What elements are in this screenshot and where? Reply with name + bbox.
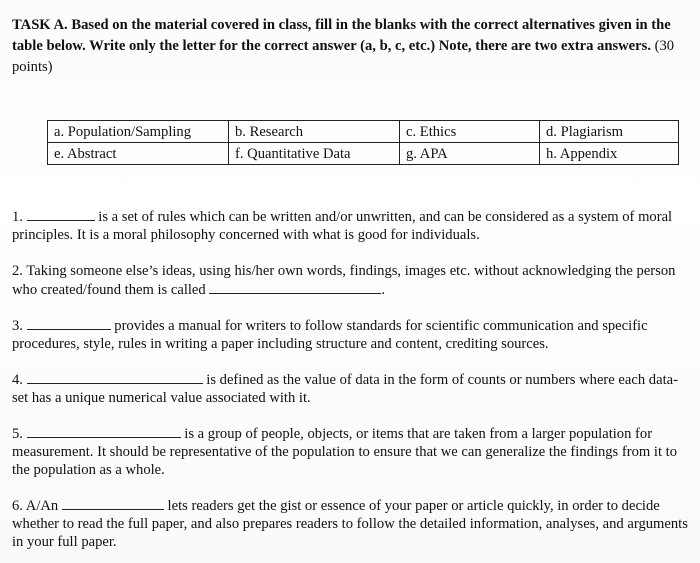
question-text: is a set of rules which can be written and/or unwritten, and can be considered as a system of moral principles. It is a moral philosophy concerned with what is good for individuals. <box>12 209 673 243</box>
question-text: lets readers get the gist or essence of your paper or article quickly, in order to decide whether to read the full paper, and also prepares readers to follow the detailed information, analyses, and arguments in your full paper. <box>12 498 688 550</box>
option-cell: h. Appendix <box>540 143 679 165</box>
question-3 <box>12 316 692 353</box>
option-cell: g. APA <box>400 143 540 165</box>
question-number: 3. <box>12 318 23 334</box>
answer-blank[interactable] <box>27 316 111 330</box>
question-text: is defined as the value of data in the form of counts or numbers where each data-set has a unique numerical value associated with it. <box>12 372 678 406</box>
options-row <box>48 143 679 165</box>
question-4 <box>12 370 692 407</box>
question-number: 5. <box>12 426 23 442</box>
answer-blank[interactable] <box>62 496 164 510</box>
question-text: is a group of people, objects, or items that are taken from a larger population for measurement. It should be representative of the population to ensure that we can generalize the findings from it to the population as a whole. <box>12 426 678 478</box>
option-cell: b. Research <box>229 121 400 143</box>
answer-blank[interactable] <box>209 280 381 294</box>
question-number: 1. <box>12 209 23 225</box>
option-cell: a. Population/Sampling <box>48 121 229 143</box>
task-instructions <box>12 15 688 78</box>
task-instruction: Based on the material covered in class, fill in the blanks with the correct alternatives given in the table below. Write only the letter for the correct answer (a, b, c, etc.) Note, there are two extra answers. <box>12 17 671 54</box>
task-points: (30 points) <box>12 38 675 75</box>
question-number: 6. <box>12 498 23 514</box>
task-label: TASK A. <box>12 17 68 33</box>
option-cell: f. Quantitative Data <box>229 143 400 165</box>
question-2 <box>12 262 692 299</box>
option-cell: e. Abstract <box>48 143 229 165</box>
option-cell: d. Plagiarism <box>540 121 679 143</box>
question-6 <box>12 496 692 551</box>
question-5 <box>12 424 692 479</box>
question-text-lead: A/An <box>25 498 59 514</box>
option-cell: c. Ethics <box>400 121 540 143</box>
options-row <box>48 121 679 143</box>
question-end: . <box>381 282 386 298</box>
answer-blank[interactable] <box>27 207 95 221</box>
answer-options-table <box>47 120 679 165</box>
question-number: 4. <box>12 372 23 388</box>
question-number: 2. <box>12 263 23 279</box>
answer-blank[interactable] <box>27 370 203 384</box>
question-text: Taking someone else’s ideas, using his/her own words, findings, images etc. without acknowledging the person who created/found them is called <box>12 263 676 298</box>
question-1 <box>12 207 692 244</box>
answer-blank[interactable] <box>27 424 181 438</box>
question-text: provides a manual for writers to follow standards for scientific communication and specific procedures, style, rules in writing a paper including structure and content, crediting sources. <box>12 318 648 352</box>
